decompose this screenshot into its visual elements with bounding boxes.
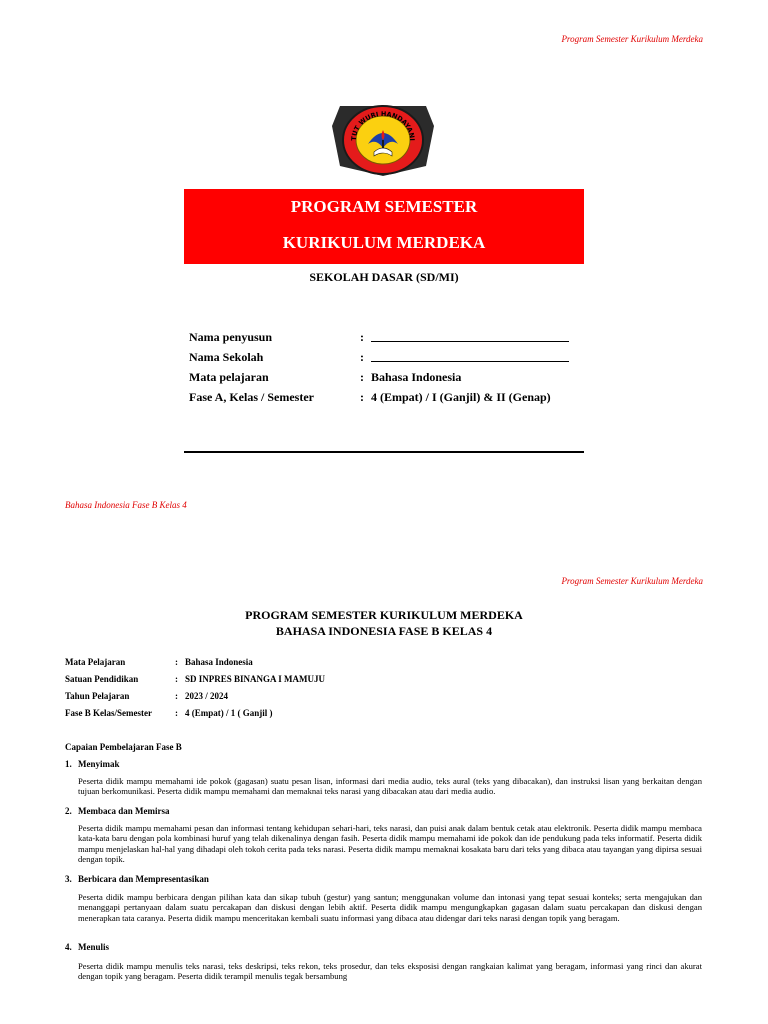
info-colon: : [175,657,178,667]
blank-line [371,350,569,366]
info-value: Bahasa Indonesia [185,657,253,667]
info-colon: : [175,691,178,701]
field-label: Nama Sekolah [189,350,264,364]
section-title: Berbicara dan Mempresentasikan [78,874,209,884]
page-footer: Bahasa Indonesia Fase B Kelas 4 [65,500,187,510]
section-heading-berbicara [65,874,209,884]
blank-line [371,330,569,346]
section-heading-membaca [65,806,169,816]
banner-line-2: KURIKULUM MERDEKA [282,233,486,252]
section-body-menyimak: Peserta didik mampu memahami ide pokok (gagasan) suatu pesan lisan, informasi dari media audio, teks aural (teks yang dibacakan), dan instruksi lisan yang berkaitan dengan tujuan berkomunikasi. Peserta didik mampu memahami dan memaknai teks narasi yang dibacakan atau dari media audio. [78,776,702,797]
banner-line-1: PROGRAM SEMESTER [290,197,478,216]
section-number: 2. [65,806,72,816]
field-label: Fase A, Kelas / Semester [189,390,314,404]
field-value: 4 (Empat) / I (Ganjil) & II (Genap) [371,390,551,404]
section-body-berbicara: Peserta didik mampu berbicara dengan pilihan kata dan sikap tubuh (gestur) yang santun; menggunakan volume dan intonasi yang tepat sesuai konteks; serta mengajukan dan menanggapi pertanyaan dalam suatu percakapan dan diskusi dengan lebih aktif. Peserta didik mampu mengungkapkan gagasan dalam suatu percakapan dan diskusi dengan menerapkan tata caranya. Peserta didik mampu menceritakan kembali suatu informasi yang dibaca atau didengar dari teks narasi dengan topik yang beragam. [78,892,702,923]
section-number: 4. [65,942,72,952]
section-body-menulis: Peserta didik mampu menulis teks narasi, teks deskripsi, teks rekon, teks prosedur, dan teks eksposisi dengan rangkaian kalimat yang beragam, informasi yang rinci dan akurat dengan topik yang beragam. Peserta didik terampil menulis tegak bersambung [78,961,702,982]
info-value: 4 (Empat) / 1 ( Ganjil ) [185,708,273,718]
document-title [0,607,768,639]
info-label: Fase B Kelas/Semester [65,708,152,718]
info-label: Mata Pelajaran [65,657,126,667]
info-colon: : [175,674,178,684]
info-label: Tahun Pelajaran [65,691,130,701]
field-value: Bahasa Indonesia [371,370,462,384]
cover-divider [184,451,584,453]
section-title: Menyimak [78,759,120,769]
info-label: Satuan Pendidikan [65,674,139,684]
section-heading-menyimak [65,759,120,769]
section-body-membaca: Peserta didik mampu memahami pesan dan informasi tentang kehidupan sehari-hari, teks narasi, dan puisi anak dalam bentuk cetak atau elektronik. Peserta didik mampu membaca kata-kata baru dengan pola kombinasi huruf yang telah dikenalinya dengan fasih. Peserta didik mampu memahami ide pokok dan ide pendukung pada teks informatif. Peserta didik mampu menjelaskan hal-hal yang dihadapi oleh tokoh cerita pada teks narasi. Peserta didik mampu memaknai kosakata baru dari teks yang dibaca atau tayangan yang dipirsa sesuai dengan topik. [78,823,702,865]
tut-wuri-handayani-logo [330,100,436,178]
field-label: Nama penyusun [189,330,273,344]
section-number: 3. [65,874,72,884]
section-heading-menulis [65,942,109,952]
field-colon: : [360,370,364,384]
title-line-1: PROGRAM SEMESTER KURIKULUM MERDEKA [245,608,523,622]
field-colon: : [360,350,364,364]
page-header: Program Semester Kurikulum Merdeka [561,576,703,586]
section-title: Membaca dan Memirsa [78,806,170,816]
title-banner [184,189,584,264]
capaian-heading: Capaian Pembelajaran Fase B [65,742,182,752]
section-title: Menulis [78,942,110,952]
title-line-2: BAHASA INDONESIA FASE B KELAS 4 [275,624,493,638]
page-header: Program Semester Kurikulum Merdeka [561,34,703,44]
field-colon: : [360,330,364,344]
school-level-subtitle: SEKOLAH DASAR (SD/MI) [309,270,459,284]
field-label: Mata pelajaran [189,370,269,384]
field-colon: : [360,390,364,404]
info-value: 2023 / 2024 [185,691,229,701]
svg-text:TUT WURI HANDAYANI: TUT WURI HANDAYANI [349,109,417,141]
section-number: 1. [65,759,72,769]
info-value: SD INPRES BINANGA I MAMUJU [185,674,326,684]
info-colon: : [175,708,178,718]
